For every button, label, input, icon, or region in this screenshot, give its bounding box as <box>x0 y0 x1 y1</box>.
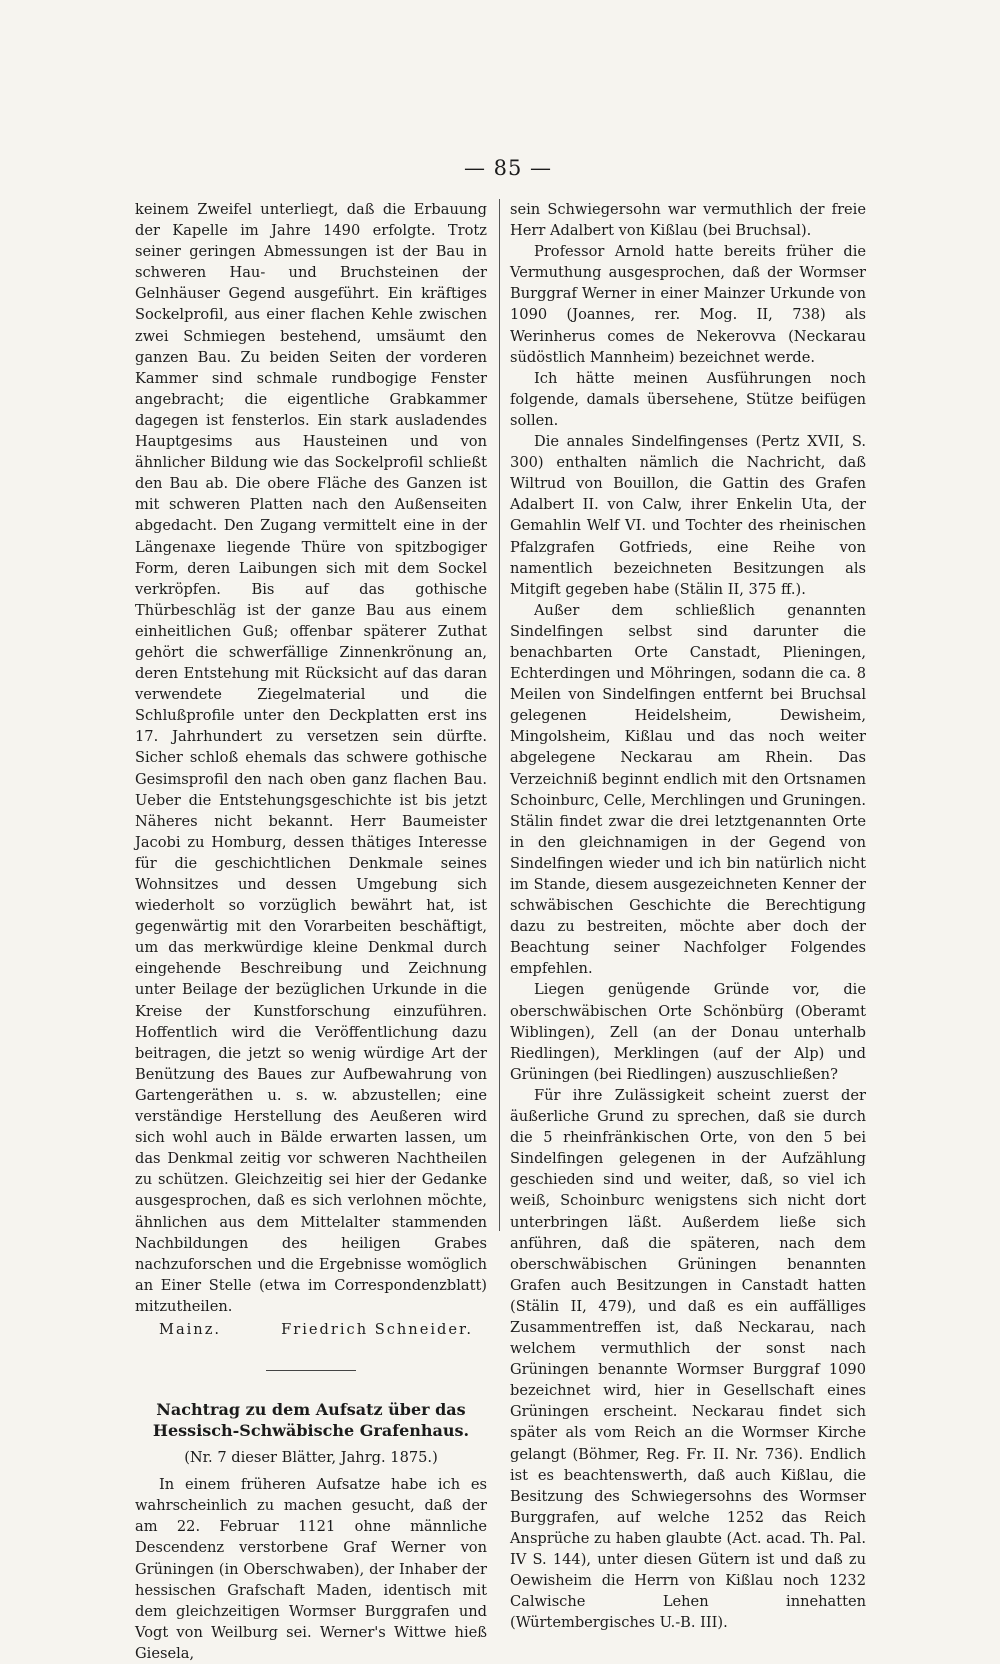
left-column <box>135 199 487 1664</box>
paragraph: In einem früheren Aufsatze habe ich es wahrscheinlich zu machen gesucht, daß der am 22. Februar 1121 ohne männliche Descendenz verstorbene Graf Werner von Grüningen (in Oberschwaben), der Inhaber der hessischen Grafschaft Maden, identisch mit dem gleichzeitigen Wormser Burggrafen und Vogt von Weilburg sei. Werner's Wittwe hieß Giesela, <box>135 1476 487 1662</box>
column-divider <box>499 199 500 1231</box>
paragraph: Außer dem schließlich genannten Sindelfingen selbst sind darunter die benachbarten Orte Canstadt, Plieningen, Echterdingen und Möhringen, sodann die ca. 8 Meilen von Sindelfingen entfernt bei Bruchsal gelegenen Heidelsheim, Dewisheim, Mingolsheim, Kißlau und das noch weiter abgelegene Neckarau am Rhein. Das Verzeichniß beginnt endlich mit den Ortsnamen Schoinburc, Celle, Merchlingen und Gruningen. Stälin findet zwar die drei letztgenannten Orte in den gleichnamigen in der Gegend von Sindelfingen wieder und ich bin natürlich nicht im Stande, diesem ausgezeichneten Kenner der schwäbischen Geschichte die Berechtigung dazu zu bestreiten, möchte aber doch der Beachtung seiner Nachfolger Folgendes empfehlen. <box>510 601 866 978</box>
paragraph: Für ihre Zulässigkeit scheint zuerst der äußerliche Grund zu sprechen, daß sie durch die 5 rheinfränkischen Orte, von den 5 bei Sindelfingen gelegenen in der Aufzählung geschieden sind und weiter, daß, so viel ich weiß, Schoinburc wenigstens sich nicht dort unterbringen läßt. Außerdem ließe sich anführen, daß die späteren, nach dem oberschwäbischen Grüningen benannten Grafen auch Besitzungen in Canstadt hatten (Stälin II, 479), und daß es ein auffälliges Zusammentreffen ist, daß Neckarau, nach welchem vermuthlich der sonst nach Grüningen benannte Wormser Burggraf 1090 bezeichnet wird, hier in Gesellschaft eines Grüningen erscheint. Neckarau findet sich später als vom Reich an die Wormser Kirche gelangt (Böhmer, Reg. Fr. II. Nr. 736). Endlich ist es beachtenswerth, daß auch Kißlau, die Besitzung des Schwiegersohns des Wormser Burggrafen, auf welche 1252 das Reich Ansprüche zu haben glaubte (Act. acad. Th. Pal. IV S. 144), unter diesen Gütern ist und daß zu Oewisheim die Herrn von Kißlau noch 1232 Calwische Lehen innehatten (Würtembergisches U.-B. III). <box>510 1086 866 1632</box>
section-heading: Nachtrag zu dem Aufsatz über das Hessisch-Schwäbische Grafenhaus. <box>152 1400 470 1441</box>
separator-rule <box>266 1370 356 1371</box>
paragraph: Liegen genügende Gründe vor, die oberschwäbischen Orte Schönbürg (Oberamt Wiblingen), Zell (an der Donau unterhalb Riedlingen), Merklingen (auf der Alp) und Grüningen (bei Riedlingen) auszuschließen? <box>510 981 866 1083</box>
right-column <box>510 199 866 1633</box>
paragraph: keinem Zweifel unterliegt, daß die Erbauung der Kapelle im Jahre 1490 erfolgte. Trotz seiner geringen Abmessungen ist der Bau in schweren Hau- und Bruchsteinen der Gelnhäuser Gegend ausgeführt. Ein kräftiges Sockelprofil, aus einer flachen Kehle zwischen zwei Schmiegen bestehend, umsäumt den ganzen Bau. Zu beiden Seiten der vorderen Kammer sind schmale rundbogige Fenster angebracht; die eigentliche Grabkammer dagegen ist fensterlos. Ein stark ausladendes Hauptgesims aus Hausteinen und von ähnlicher Bildung wie das Sockelprofil schließt den Bau ab. Die obere Fläche des Ganzen ist mit schweren Platten nach den Außenseiten abgedacht. Den Zugang vermittelt eine in der Längenaxe liegende Thüre von spitzbogiger Form, deren Laibungen sich mit dem Sockel verkröpfen. Bis auf das gothische Thürbeschläg ist der ganze Bau aus einem einheitlichen Guß; offenbar späterer Zuthat gehört die schwerfällige Zinnenkrönung an, deren Entstehung mit Rücksicht auf das daran verwendete Ziegelmaterial und die Schlußprofile unter den Deckplatten erst ins 17. Jahrhundert zu versetzen sein dürfte. Sicher schloß ehemals das schwere gothische Gesimsprofil den nach oben ganz flachen Bau. Ueber die Entstehungsgeschichte ist bis jetzt Näheres nicht bekannt. Herr Baumeister Jacobi zu Homburg, dessen thätiges Interesse für die geschichtlichen Denkmale seines Wohnsitzes und dessen Umgebung sich wiederholt so vorzüglich bewährt hat, ist gegenwärtig mit den Vorarbeiten beschäftigt, um das merkwürdige kleine Denkmal durch eingehende Beschreibung und Zeichnung unter Beilage der bezüglichen Urkunde in die Kreise der Kunstforschung einzuführen. Hoffentlich wird die Veröffentlichung dazu beitragen, die jetzt so wenig würdige Art der Benützung des Baues zur Aufbewahrung von Gartengeräthen u. s. w. abzustellen; eine verständige Herstellung des Aeußeren wird sich wohl auch in Bälde erwarten lassen, um das Denkmal zeitig vor schweren Nachtheilen zu schützen. Gleichzeitig sei hier der Gedanke ausgesprochen, daß es sich verlohnen möchte, ähnlichen aus dem Mittelalter stammenden Nachbildungen des heiligen Grabes nachzuforschen und die Ergebnisse womöglich an Einer Stelle (etwa im Correspondenzblatt) mitzutheilen. <box>135 201 487 1315</box>
signature-place: Mainz. <box>159 1320 222 1338</box>
paragraph: Ich hätte meinen Ausführungen noch folgende, damals übersehene, Stütze beifügen sollen. <box>510 369 866 429</box>
section-subheading: (Nr. 7 dieser Blätter, Jahrg. 1875.) <box>184 1449 438 1467</box>
page-number: — 85 — <box>463 156 553 180</box>
paragraph: Professor Arnold hatte bereits früher die Vermuthung ausgesprochen, daß der Wormser Burggraf Werner in einer Mainzer Urkunde von 1090 (Joannes, rer. Mog. II, 738) als Werinherus comes de Nekerovva (Neckarau südöstlich Mannheim) bezeichnet werde. <box>510 243 866 366</box>
signature <box>135 1319 487 1340</box>
paragraph: Die annales Sindelfingenses (Pertz XVII, S. 300) enthalten nämlich die Nachricht, daß Wiltrud von Bouillon, die Gattin des Grafen Adalbert II. von Calw, ihrer Enkelin Uta, der Gemahlin Welf VI. und Tochter des rheinischen Pfalzgrafen Gotfrieds, eine Reihe von namentlich bezeichneten Besitzungen als Mitgift gegeben habe (Stälin II, 375 ff.). <box>510 433 866 598</box>
paragraph: sein Schwiegersohn war vermuthlich der freie Herr Adalbert von Kißlau (bei Bruchsal). <box>510 201 866 240</box>
signature-name: Friedrich Schneider. <box>281 1320 473 1338</box>
